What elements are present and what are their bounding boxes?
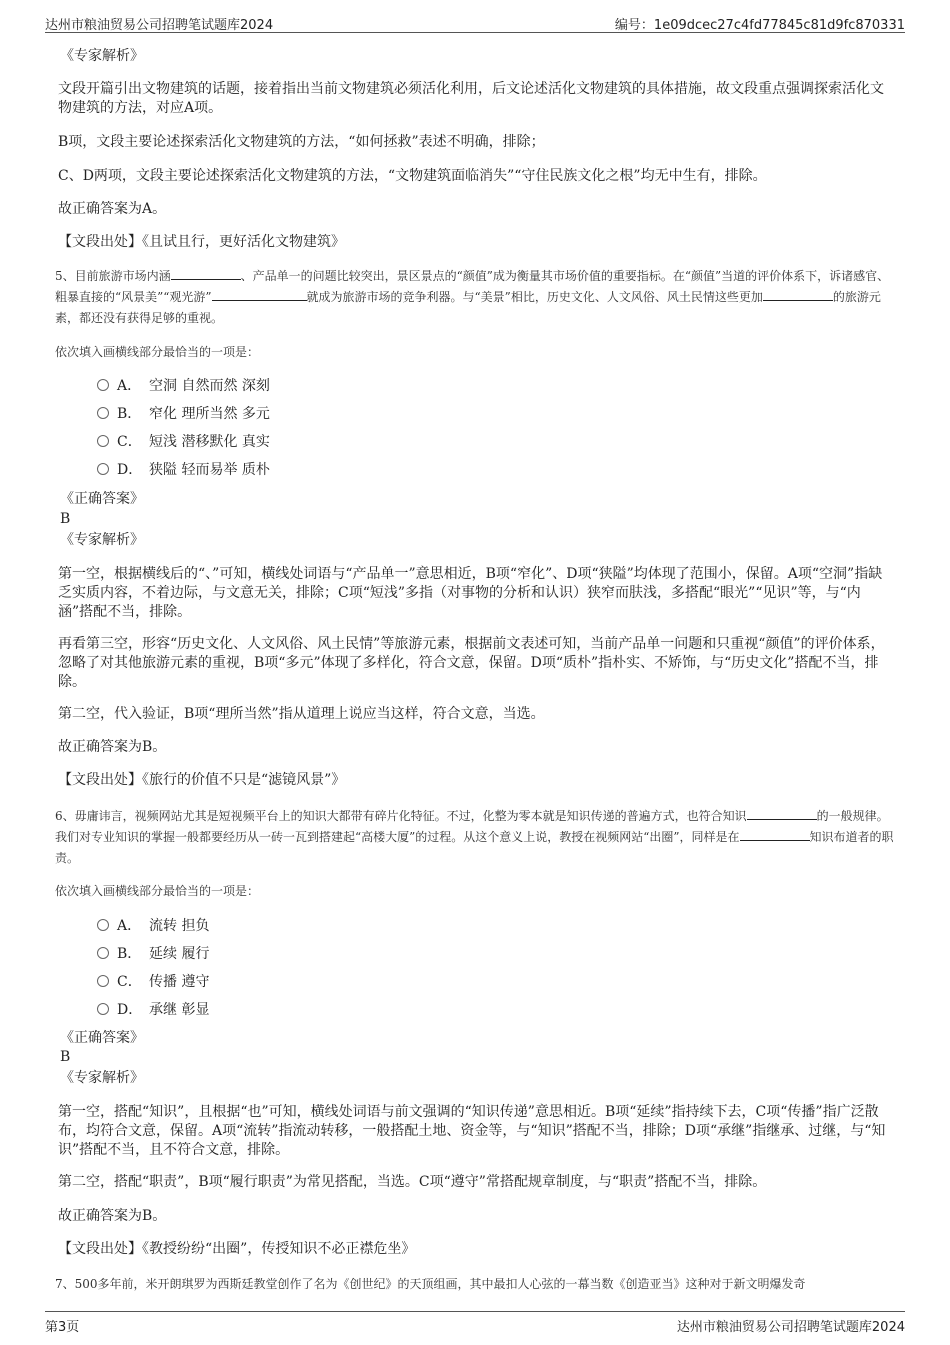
q6-analysis-para: 第一空，搭配“知识”，且根据“也”可知，横线处词语与前文强调的“知识传递”意思相近。B项“延续”指持续下去，C项“传播”指广泛散布，均符合文意，保留。A项“流转”指流动转移，一般搭配土地、资金等，与“知识”搭配不当，排除；D项“承继”指继承、过继，与“知识”搭配不当，且不符合文意，排除。 <box>58 1104 886 1158</box>
q6-conclusion: 故正确答案为B。 <box>58 1208 167 1224</box>
q4-source: 【文段出处】《且试且行，更好活化文物建筑》 <box>58 234 345 250</box>
q5-conclusion: 故正确答案为B。 <box>58 739 167 755</box>
radio-icon[interactable] <box>97 379 109 391</box>
radio-icon[interactable] <box>97 947 109 959</box>
page-header <box>45 12 905 33</box>
q7-stem: 7、500多年前，米开朗琪罗为西斯廷教堂创作了名为《创世纪》的天顶组画，其中最扣人心弦的一幕当数《创造亚当》这种对于新文明爆发奇 <box>55 1277 806 1291</box>
q6-option-d[interactable]: D． 承继 彰显 <box>97 1000 209 1020</box>
q6-analysis-para: 第二空，搭配“职责”，B项“履行职责”为常见搭配，当选。C项“遵守”常搭配规章制度，与“职责”搭配不当，排除。 <box>58 1174 767 1190</box>
q4-analysis-para: 文段开篇引出文物建筑的话题，接着指出当前文物建筑必须活化利用，后文论述活化文物建筑的具体措施，故文段重点强调探索活化文物建筑的方法，对应A项。 <box>58 81 884 116</box>
q5-option-d[interactable]: D． 狭隘 轻而易举 质朴 <box>97 460 270 480</box>
q4-analysis-para: C、D两项，文段主要论述探索活化文物建筑的方法，“文物建筑面临消失”“守住民族文化之根”均无中生有，排除。 <box>58 168 767 184</box>
radio-icon[interactable] <box>97 1003 109 1015</box>
q5-instruction: 依次填入画横线部分最恰当的一项是： <box>55 345 260 359</box>
q6-instruction: 依次填入画横线部分最恰当的一项是： <box>55 884 260 898</box>
blank-line <box>212 288 307 301</box>
radio-icon[interactable] <box>97 975 109 987</box>
q4-analysis-para: B项，文段主要论述探索活化文物建筑的方法，“如何拯救”表述不明确，排除； <box>58 134 545 150</box>
header-doc-id: 编号：1e09dcec27c4fd77845c81d9fc870331 <box>614 18 905 33</box>
q5-option-a[interactable]: A． 空洞 自然而然 深刻 <box>97 376 270 396</box>
q6-answer-label: 《正确答案》 <box>60 1030 144 1046</box>
q5-answer: B <box>60 511 71 527</box>
q5-analysis-label: 《专家解析》 <box>60 532 144 548</box>
radio-icon[interactable] <box>97 407 109 419</box>
q5-source: 【文段出处】《旅行的价值不只是“滤镜风景”》 <box>58 772 346 788</box>
q5-stem: 5、目前旅游市场内涵 、产品单一的问题比较突出，景区景点的“颜值”成为衡量其市场价值的重要指标。在“颜值”当道的评价体系下，诉诸感官、粗暴直接的“风景美”“观光游” 就成为旅游市场的竞争利器。与“美景”相比，历史文化、人文风俗、风土民情这些更加 的旅游元素，都还没有获得足够的重视。 <box>55 269 890 325</box>
radio-icon[interactable] <box>97 435 109 447</box>
q5-analysis-para: 再看第三空，形容“历史文化、人文风俗、风土民情”等旅游元素，根据前文表述可知，当前产品单一问题和只重视“颜值”的评价体系，忽略了对其他旅游元素的重视，B项“多元”体现了多样化，符合文意，保留。D项“质朴”指朴实、不矫饰，与“历史文化”搭配不当，排除。 <box>58 636 885 690</box>
page-footer <box>45 1311 905 1334</box>
q5-analysis-para: 第一空，根据横线后的“、”可知，横线处词语与“产品单一”意思相近，B项“窄化”、D项“狭隘”均体现了范围小，保留。A项“空洞”指缺乏实质内容，不着边际，与文意无关，排除；C项“短浅”多指（对事物的分析和认识）狭窄而肤浅，多搭配“眼光”“见识”等，与“内涵”搭配不当，排除。 <box>58 566 883 620</box>
radio-icon[interactable] <box>97 463 109 475</box>
header-title: 达州市粮油贸易公司招聘笔试题库2024 <box>45 18 274 33</box>
q6-source: 【文段出处】《教授纷纷“出圈”，传授知识不必正襟危坐》 <box>58 1241 416 1257</box>
q6-option-b[interactable]: B． 延续 履行 <box>97 944 209 964</box>
q6-stem: 6、毋庸讳言，视频网站尤其是短视频平台上的知识大都带有碎片化特征。不过，化整为零本就是知识传递的普遍方式，也符合知识 的一般规律。我们对专业知识的掌握一般都要经历从一砖一瓦到搭建起“高楼大厦”的过程。从这个意义上说，教授在视频网站“出圈”，同样是在 知识布道者的职责。 <box>55 809 894 865</box>
footer-title: 达州市粮油贸易公司招聘笔试题库2024 <box>676 1320 905 1335</box>
q5-option-c[interactable]: C． 短浅 潜移默化 真实 <box>97 432 270 452</box>
q4-analysis-label: 《专家解析》 <box>60 48 144 64</box>
blank-line <box>171 267 241 280</box>
blank-line <box>740 828 810 841</box>
q5-option-b[interactable]: B． 窄化 理所当然 多元 <box>97 404 270 424</box>
q4-conclusion: 故正确答案为A。 <box>58 201 167 217</box>
page-number: 第3页 <box>45 1320 80 1335</box>
q6-option-a[interactable]: A． 流转 担负 <box>97 916 209 936</box>
q6-option-c[interactable]: C． 传播 遵守 <box>97 972 209 992</box>
q5-answer-label: 《正确答案》 <box>60 491 144 507</box>
blank-line <box>747 807 817 820</box>
radio-icon[interactable] <box>97 919 109 931</box>
blank-line <box>763 288 833 301</box>
q6-answer: B <box>60 1049 71 1065</box>
q6-analysis-label: 《专家解析》 <box>60 1070 144 1086</box>
q5-analysis-para: 第二空，代入验证，B项“理所当然”指从道理上说应当这样，符合文意，当选。 <box>58 706 545 722</box>
